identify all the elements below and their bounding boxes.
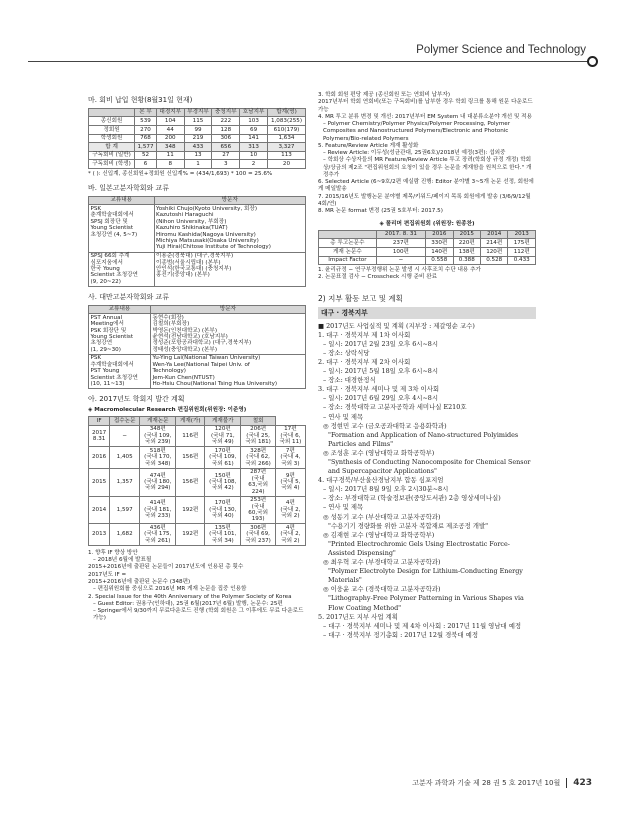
table-row [89,496,306,524]
table-cell: 1 [184,160,212,169]
table-cell: PSK 춘계학술대회에서 SPSJ 회장단 및 Young Scientist 초청강연 (4, 5~7) [89,205,155,252]
table-cell: 120편 (국내 71, 국외 49) [205,425,241,446]
table-cell: 총 투고논문수 [319,239,377,248]
table-header-cell: 방문자 [154,196,305,205]
text-line: 8. MR 논문 format 변경 (25권 5호부터: 2017.5) [318,208,443,215]
table-cell: − [376,256,425,265]
table-cell: 104 [156,117,184,126]
table-cell: 170편 (국내 109, 국외 61) [205,447,241,468]
text-line: 4. MR 투고 분류 변경 및 개선: 2017년부터 EM System 내 대분류소분야 개선 및 적용 [318,113,532,120]
table-row [319,256,536,265]
taiwan-table [88,305,306,390]
table-cell: 306편 (국내 69, 국외 237) [241,524,275,545]
table-cell: 1,634 [267,134,305,143]
table-row [89,117,306,126]
mr-table [88,416,306,546]
table-cell: 정회원 [89,125,135,134]
table-cell: PST Annual Meeting에서 PSK 회장단 및 Young Scientist 초청강연 (1, 29~30) [89,314,151,355]
text-line: 5. 2017년도 지부 사업 계획 [318,612,398,621]
text-line: 7. 2015/16년도 발행논문 분야별 제목/키워드/페이지 목록 회원에게 발송 (3/6/9/12월 4회/연) [318,193,531,207]
table-cell: 270 [135,125,157,134]
table-cell: 1,083(255) [267,117,305,126]
table-cell: 1,405 [110,447,140,468]
table-row [89,468,306,496]
table-cell: Yoshiki Chujo(Kyoto University, 회장) Kazutoshi Haraguchi (Nihon University, 부회장) Kazuhiro Shikinaka(TUAT) Hiromu Kashida(Nagoya University) Michiya Matsusaki(Osaka University) Yuji Hirai(Chitose Institute of Technology) [154,205,305,252]
text-line: – Review Article: 이두성(성균관대, 25권6호)/2018년 예정(3편): 섭외중 [323,150,506,157]
text-line: 1. 윤리규정 − 연구부정행위 논문 발생 시 사후조치 수단 내용 추가 [318,267,481,274]
table-cell: 3 [212,160,240,169]
table-cell: 140편 [426,248,453,257]
text-line: "Printed Electrochromic Gels Using Electrostatic Force-Assisted Dispensing" [328,539,510,557]
table-cell: 2014 [89,496,110,524]
table-cell: 7편 (국내 4, 국외 3) [275,447,305,468]
table-cell: 610(179) [267,125,305,134]
table-header-cell: 충청지부 [212,108,240,117]
table-header-cell: 게재(가) [176,417,205,426]
table-header-cell: 2013 [508,230,536,239]
text-line: 1. 대구 · 경북지부 제 1차 이사회 [318,330,411,339]
table-cell: 348 [156,143,184,152]
section-fee-status: 마. 회비 납입 현황(8월31일 현재) [88,96,193,104]
text-line: 3. 학회 회원 편당 제공 (종신회원 또는 연회비 납부자) [318,92,450,98]
table-cell: 328편 (국내 62, 국외 266) [241,447,275,468]
text-line: 6. Selected Article (6~9호/2편 예실람 진행: Editor 분야별 3~5개 논문 선정, 회원에게 메일발송 [318,179,534,193]
text-line: – 장소: 대경한정식 [323,376,376,385]
text-line: ◎ 정현민 교수 (금오공과대학교 응용화학과) [323,421,447,430]
table-cell: 1,682 [110,524,140,545]
table-cell: 17편 (국내 6, 국외 11) [275,425,305,446]
table-cell: 436편 (국내 175, 국외 261) [140,524,176,545]
table-cell: 253편 (국내 60,국외 193) [241,496,275,524]
text-line: "Polymer Electrolyte Design for Lithium-Conducting Energy Materials" [328,567,523,585]
section-taiwan-exchange: 사. 대만고분자학회와 교류 [88,292,170,301]
table-cell: 동현수(회장) 김철희(부회장) 박영돈(인천대학교) (본부) 윤현석(전남대학교) (호남지부) 정성준(포항공과대학교) (대구,경북지부) 정태성(충앙대학교) (본부) [150,314,305,355]
table-header-row [319,230,536,239]
table-cell: 768 [135,134,157,143]
header-rule [28,61,592,62]
table-cell: 99 [184,125,212,134]
left-column [88,92,306,623]
table-cell: 306 [212,134,240,143]
page-footer [412,778,592,788]
table-header-cell: 접수논문 [110,417,140,426]
table-cell: 539 [135,117,157,126]
table-cell: 156편 [176,468,205,496]
text-line: 2017년부터 학회 연회비(또는 구독회비)를 납부한 경우 학회 링크를 통해 원문 다운로드 가능 [318,99,533,113]
text-line: – Springer에서 9/30까지 무료다운로드 진행 (학회 회원은 그 이후에도 무료 다운로드 가능) [93,608,304,622]
table-cell: 113 [267,151,305,160]
branch-heading: 대구 · 경북지부 [318,307,536,318]
header-circle-icon [587,56,598,67]
table-row [89,134,306,143]
table-cell: 138편 [453,248,480,257]
text-line: ◎ 김재현 교수 (영남대학교 화학공학부) [323,530,435,539]
table-cell: 120편 [481,248,508,257]
table-header-row [89,417,306,426]
table-cell: 141 [240,134,268,143]
table-header-row [89,108,306,117]
table-cell: 330편 [426,239,453,248]
table-cell: 128 [212,125,240,134]
table-row [89,151,306,160]
table-cell: 4편 (국내 2, 국외 2) [275,496,305,524]
table-header-row [89,305,306,314]
text-line: – 일시: 2017년 2월 23일 오후 6시~8시 [323,339,439,348]
text-line: 3. 대구 · 경북지부 세미나 및 제 3차 이사회 [318,385,440,394]
table-row [89,160,306,169]
table-cell: 192편 [176,524,205,545]
text-line: 2. 논문표절 검사 − Crosscheck 시행 준비 완료 [318,274,438,281]
table-cell: 115 [184,117,212,126]
table-cell: 20 [267,160,305,169]
section-branch-activity: 2) 지부 활동 보고 및 계획 [318,293,403,303]
text-line: 2. 대구 · 경북지부 제 2차 이사회 [318,357,411,366]
mr-notes [318,92,536,216]
table-row [89,524,306,545]
table-cell: 237편 [376,239,425,248]
table-cell: 1,577 [135,143,157,152]
text-line: – 편집위원회를 중심으로 2016년 MR 게재 논문을 집중 인용함 [93,586,247,593]
pp-table [318,230,536,265]
text-line: – 대구 · 경북지부 세미나 및 제 4차 이사회 : 2017년 11월 영남대 예정 [323,621,522,630]
text-line: "Formation and Application of Nano-structured Polyimides Particles and Films" [328,430,519,448]
text-line: – 2018년 6월에 발표될 [93,557,152,564]
table-cell: 13 [184,151,212,160]
mr-committee-title: ◈ Macromolecular Research 편집위원회(위원장: 이준영) [88,406,247,413]
table-cell: 135편 (국내 101, 국외 34) [205,524,241,545]
text-line: – 대구 · 경북지부 정기총회 : 2017년 12월 경북대 예정 [323,630,479,639]
table-cell: 414편 (국내 181, 국외 233) [140,496,176,524]
section-journal-plan: 아. 2017년도 학회지 발간 계획 [88,395,185,404]
table-header-cell [319,230,377,239]
page-number: 423 [566,778,592,788]
section-japan-exchange: 바. 일본고분자학회와 교류 [88,184,170,192]
text-line: 2015+2016년에 출판된 논문들이 2017년도에 인용된 총 횟수 [88,564,244,571]
table-row [89,425,306,446]
pp-committee-title: ◈ 폴리머 편집위원회 (위원장: 원종찬) [379,220,475,227]
table-cell: 116편 [176,425,205,446]
text-line: 4. 대구경북/부산울산경남지부 합동 심포지엄 [318,476,444,485]
table-header-cell: 방문자 [150,305,305,314]
table-cell: 0.433 [508,256,536,265]
text-line: ◎ 성동기 교수 (부산대학교 고분자공학과) [323,512,441,521]
table-row [89,447,306,468]
table-cell: 0.528 [481,256,508,265]
table-cell: 2 [240,160,268,169]
table-header-cell: 2015 [453,230,480,239]
footer-text: 고분자 과학과 기술 제 28 권 5 호 2017년 10월 [412,779,561,787]
table-cell: 학생회원 [89,134,135,143]
text-line: ◎ 최우혁 교수 (부경대학교 고분자공학과) [323,558,441,567]
table-cell: 2015 [89,468,110,496]
text-line: 5. Feature/Review Article 게재 활성화 [318,142,419,149]
table-cell: 게재 논문수 [319,248,377,257]
table-cell: 2013 [89,524,110,545]
table-cell: 11 [156,151,184,160]
table-cell: 2017 8.31 [89,425,110,446]
text-line: ◎ 이웅윤 교수 (경북대학교 고분자공학과) [323,585,441,594]
table-cell: 156편 [176,447,205,468]
fee-table [88,108,306,169]
table-cell: 구독회비 (일반) [89,151,135,160]
text-line: "Synthesis of Conducting Nanocomposite for Chemical Sensor and Supercapacitor Applications" [328,458,531,476]
table-cell: 0.558 [426,256,453,265]
table-header-cell: 게재불가 [205,417,241,426]
table-cell: 112편 [508,248,536,257]
table-cell: 474편 (국내 180, 국외 294) [140,468,176,496]
table-cell: 2016 [89,447,110,468]
table-cell: 433 [184,143,212,152]
table-cell: 6 [135,160,157,169]
right-column [318,92,536,640]
text-line: "Lithography-Free Polymer Patterning in Various Shapes via Flow Coating Method" [328,594,524,612]
table-header-cell: IF [89,417,110,426]
table-cell: 1,597 [110,496,140,524]
table-header-cell [89,108,135,117]
japan-table [88,196,306,287]
table-cell: 4편 (국내 2, 국외 2) [275,524,305,545]
pp-notes [318,267,536,282]
table-row [89,125,306,134]
if-notes [88,550,306,623]
text-line: – Guest Editor: 권용구(인하대), 25권 6월(2017년 6월) 발행, 논문수: 25편 [93,600,283,607]
table-cell: 222 [212,117,240,126]
table-cell: 348편 (국내 109, 국외 239) [140,425,176,446]
table-header-cell: 철회 [241,417,275,426]
table-row [89,354,306,388]
table-header-cell: 2017. 8. 31 [376,230,425,239]
table-cell: 10 [240,151,268,160]
journal-title: Polymer Science and Technology [416,44,586,56]
table-header-cell: 2014 [481,230,508,239]
table-cell: 52 [135,151,157,160]
table-cell: 313 [240,143,268,152]
table-cell: 214편 [481,239,508,248]
table-cell: 100편 [376,248,425,257]
table-cell: PSK 추계학술대회에서 PST Young Scientist 초청강연 (10, 11~13) [89,354,151,388]
text-line: ■ 2017년도 사업실적 및 계획 (지부장 : 제갈영순 교수) [318,321,475,330]
text-line: – 장소: 부경대학교 (학술정보관(중앙도서관) 2층 영상세미나실) [323,494,501,503]
text-line: – 연사 및 제목 [323,412,364,421]
table-cell: 656 [212,143,240,152]
table-header-cell: 대경지부 [156,108,184,117]
table-cell: 구독회비 (학생) [89,160,135,169]
table-header-cell: 부경지부 [184,108,212,117]
table-row [319,248,536,257]
table-row [89,314,306,355]
table-cell: 518편 (국내 170, 국외 348) [140,447,176,468]
table-header-cell: 합계(명) [267,108,305,117]
table-header-cell: 본 부 [135,108,157,117]
table-cell: 192편 [176,496,205,524]
table-cell: 206편 (국내 25, 국외 181) [241,425,275,446]
table-header-cell: 2016 [426,230,453,239]
table-cell: 1,357 [110,468,140,496]
text-line: "수용기기 경량화를 위한 고분자 복합재료 제조공정 개발" [328,521,489,530]
text-line: – 학회상 수상자들의 MR Feature/Review Article 투고 장려(학회상 규정 개정) 학회상/상금의 제2조 "편집위원회의 요청이 있을 경우 논문을 게재함을 원칙으로 한다." 개정추가 [323,157,532,178]
table-header-cell: 교류내용 [89,305,151,314]
text-line: – Polymer Chemistry/Polymer Physics/Polymer Processing, Polymer Composites and Nanostructured Polymers/Electronic and Photonic Polymers/Bio-related Polymers [323,121,511,142]
table-header-cell: 게재논문 [140,417,176,426]
table-cell: 44 [156,125,184,134]
table-header-cell: 호남지부 [240,108,268,117]
table-cell: 200 [156,134,184,143]
text-line: – 연사 및 제목 [323,503,364,512]
table-cell: Yu-Ying Lai(National Taiwan University) Wen-Ya Lee(National Taipei Univ. of Technology) Jem-Kun Chen(NTUST) Ho-Hsiu Chou(National Tsing Hua University) [150,354,305,388]
table-row [319,239,536,248]
table-cell: 175편 [508,239,536,248]
text-line: ◎ 조성훈 교수 (영남대학교 화학공학부) [323,448,435,457]
table-row [89,143,306,152]
table-cell: 이용준(경북대) (대구,경북지부) 이종범(서울시립대) (본부) 안인석(한국교통대) (충청지부) 홍진기(중앙대) (본부) [154,252,305,286]
text-line: 2017년도 IF = [88,571,127,578]
table-cell: 103 [240,117,268,126]
table-cell: 27 [212,151,240,160]
text-line: – 장소: 상락식당 [323,348,370,357]
table-cell: 8 [156,160,184,169]
table-header-row [89,196,306,205]
table-row [89,205,306,252]
table-cell: 9편 (국내 5, 국외 4) [275,468,305,496]
text-line: – 장소: 경북대학교 고분자공학과 세미나실 E210호 [323,403,467,412]
table-cell: 3,327 [267,143,305,152]
fee-note: * ( ): 신입계, 종신회원+정회원 신입계% = (434/1,693) * 100 = 25.6% [88,171,273,178]
table-cell: 287편 (국내 63,국외 224) [241,468,275,496]
table-cell: 219 [184,134,212,143]
text-line: – 일시: 2017년 8월 9일 오후 2시30분~8시 [323,485,449,494]
table-cell: 220편 [453,239,480,248]
table-cell: 종신회원 [89,117,135,126]
table-cell: − [110,425,140,446]
table-cell: 69 [240,125,268,134]
table-cell: Impact Factor [319,256,377,265]
table-header-cell: 교류내용 [89,196,155,205]
table-row [89,252,306,286]
table-cell: 170편 (국내 130, 국외 40) [205,496,241,524]
table-cell: 0.388 [453,256,480,265]
table-cell: 합 계 [89,143,135,152]
branch-lines [318,322,536,640]
text-line: 2. Special Issue for the 40th Anniversary of the Polymer Society of Korea [88,593,292,600]
text-line: – 일시: 2017년 5월 18일 오후 6시~8시 [323,367,439,376]
table-cell: 150편 (국내 108, 국외 42) [205,468,241,496]
text-line: – 일시: 2017년 6월 29일 오후 4시~8시 [323,394,439,403]
text-line: 1. 향후 IF 향상 방안 [88,549,138,556]
page-header [0,8,622,68]
text-line: 2015+2016년에 출판된 논문수 (348편) [88,578,191,585]
table-cell: SPSJ 66회 추계 심포지움에서 한국 Young Scientist 초청강연 (9, 20~22) [89,252,155,286]
